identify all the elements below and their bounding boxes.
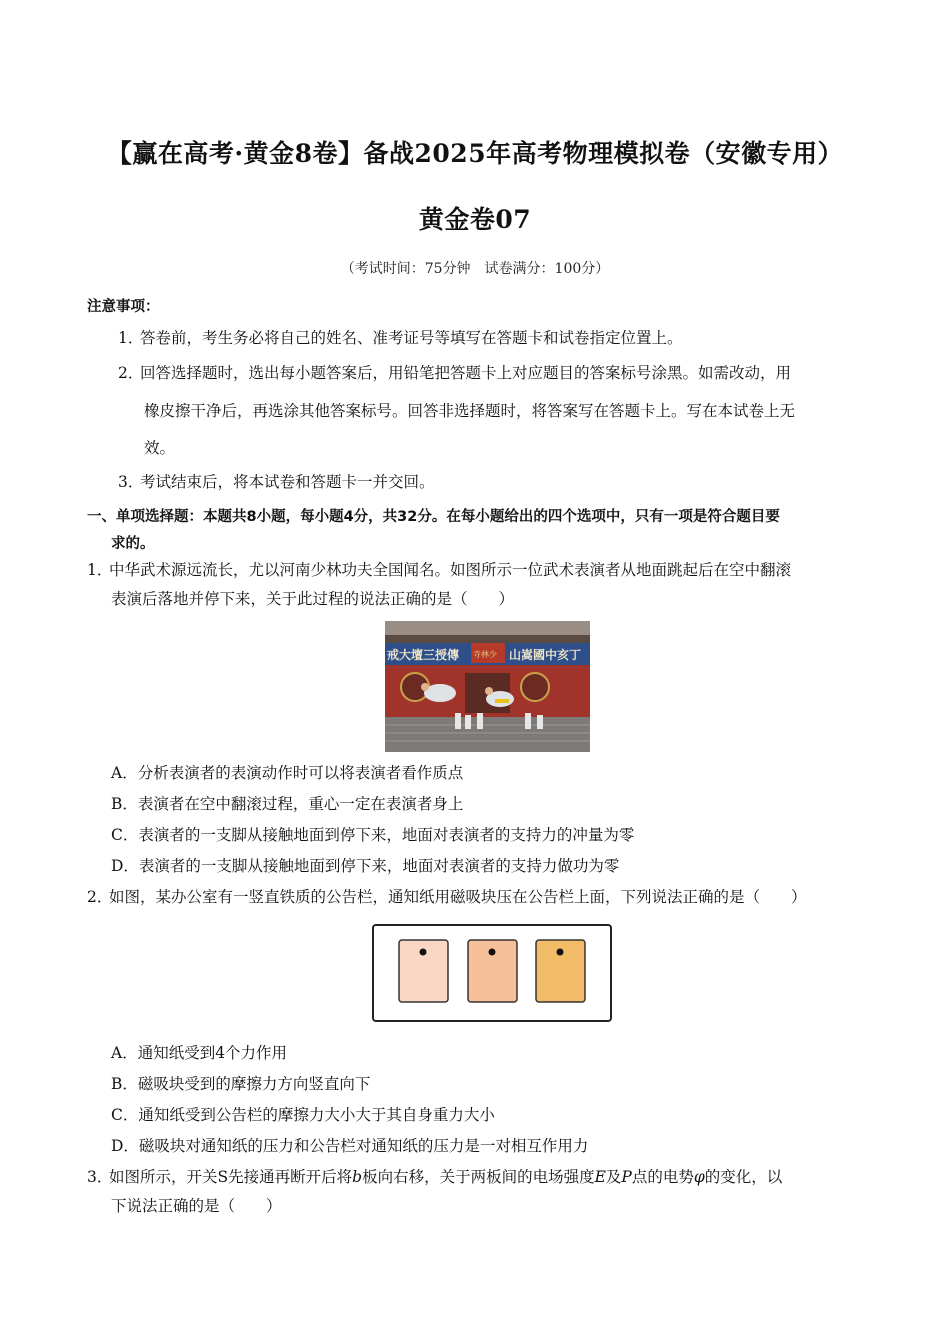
- potential-phi-symbol: φ: [693, 1168, 705, 1186]
- photo-sign-center: 寺林少: [473, 650, 497, 659]
- question-3-cont: 下说法正确的是（ ）: [111, 1197, 282, 1215]
- q1-option-b: B．表演者在空中翻滚过程，重心一定在表演者身上: [111, 795, 464, 813]
- q2-option-c: C．通知纸受到公告栏的摩擦力大小大于其自身重力大小: [111, 1106, 495, 1124]
- question-1-cont: 表演后落地并停下来，关于此过程的说法正确的是（ ）: [111, 590, 515, 608]
- notice-item-number: 1．: [118, 329, 144, 347]
- notice-board-svg: [372, 924, 612, 1022]
- question-text: 中华武术源远流长，尤以河南少林功夫全国闻名。如图所示一位武术表演者从地面跳起后在空中翻滚: [109, 561, 792, 579]
- question-1: [87, 559, 791, 581]
- notice-item-text: 考试结束后，将本试卷和答题卡一并交回。: [140, 473, 435, 491]
- section-heading-cont: 求的。: [111, 536, 155, 552]
- q2-option-b: B．磁吸块受到的摩擦力方向竖直向下: [111, 1075, 371, 1093]
- question-number: 1．: [87, 561, 113, 579]
- question-text: 板向右移，关于两板间的电场强度: [362, 1168, 595, 1186]
- notice-item-2-cont2: 效。: [144, 439, 176, 457]
- photo-sign-right: 山嵩國中亥丁: [509, 648, 582, 662]
- exam-title: 【赢在高考·黄金8卷】备战2025年高考物理模拟卷（安徽专用）: [106, 139, 844, 168]
- question-number: 2．: [87, 888, 113, 906]
- q2-option-a: A．通知纸受到4个力作用: [111, 1044, 288, 1062]
- notice-heading-text: 注意事项：: [87, 299, 160, 315]
- point-p-symbol: P: [621, 1168, 632, 1186]
- q1-option-d: D．表演者的一支脚从接触地面到停下来，地面对表演者的支持力做功为零: [111, 857, 620, 875]
- section-heading: 一、单项选择题：本题共8小题，每小题4分，共32分。在每小题给出的四个选项中，只有一项是符合题目要: [87, 509, 780, 525]
- notice-item-number: 3．: [118, 473, 144, 491]
- question-text: 如图，某办公室有一竖直铁质的公告栏，通知纸用磁吸块压在公告栏上面，下列说法正确的是（ ）: [109, 888, 807, 906]
- question-text: 点的电势: [631, 1168, 694, 1186]
- question-number: 3．: [87, 1168, 113, 1186]
- q1-option-a: A．分析表演者的表演动作时可以将表演者看作质点: [111, 764, 464, 782]
- exam-info: （考试时间：75分钟 试卷满分：100分）: [340, 261, 610, 277]
- plate-b-symbol: b: [352, 1168, 363, 1186]
- notice-item-text: 回答选择题时，选出每小题答案后，用铅笔把答题卡上对应题目的答案标号涂黑。如需改动，用: [140, 364, 792, 382]
- field-e-symbol: E: [594, 1168, 606, 1186]
- q2-option-d: D．磁吸块对通知纸的压力和公告栏对通知纸的压力是一对相互作用力: [111, 1137, 589, 1155]
- notice-item-1: [118, 327, 683, 349]
- notice-item-3: [118, 471, 435, 493]
- notice-board-figure: [372, 924, 612, 1022]
- question-text: 的变化，以: [704, 1168, 783, 1186]
- notice-item-number: 2．: [118, 364, 144, 382]
- kungfu-photo: [385, 621, 590, 752]
- kungfu-photo-svg: [385, 621, 590, 752]
- notice-item-text: 答卷前，考生务必将自己的姓名、准考证号等填写在答题卡和试卷指定位置上。: [140, 329, 683, 347]
- q1-option-c: C．表演者的一支脚从接触地面到停下来，地面对表演者的支持力的冲量为零: [111, 826, 635, 844]
- question-3: [87, 1166, 782, 1188]
- photo-sign-left: 戒大壇三授傳: [387, 648, 460, 662]
- notice-item-2: [118, 362, 791, 384]
- notice-item-2-cont: 橡皮擦干净后，再选涂其他答案标号。回答非选择题时，将答案写在答题卡上。写在本试卷上无: [144, 402, 796, 420]
- question-text: 如图所示，开关S先接通再断开后将: [109, 1168, 353, 1186]
- question-text: 及: [605, 1168, 622, 1186]
- volume-title: 黄金卷07: [418, 205, 532, 234]
- question-2: [87, 886, 807, 908]
